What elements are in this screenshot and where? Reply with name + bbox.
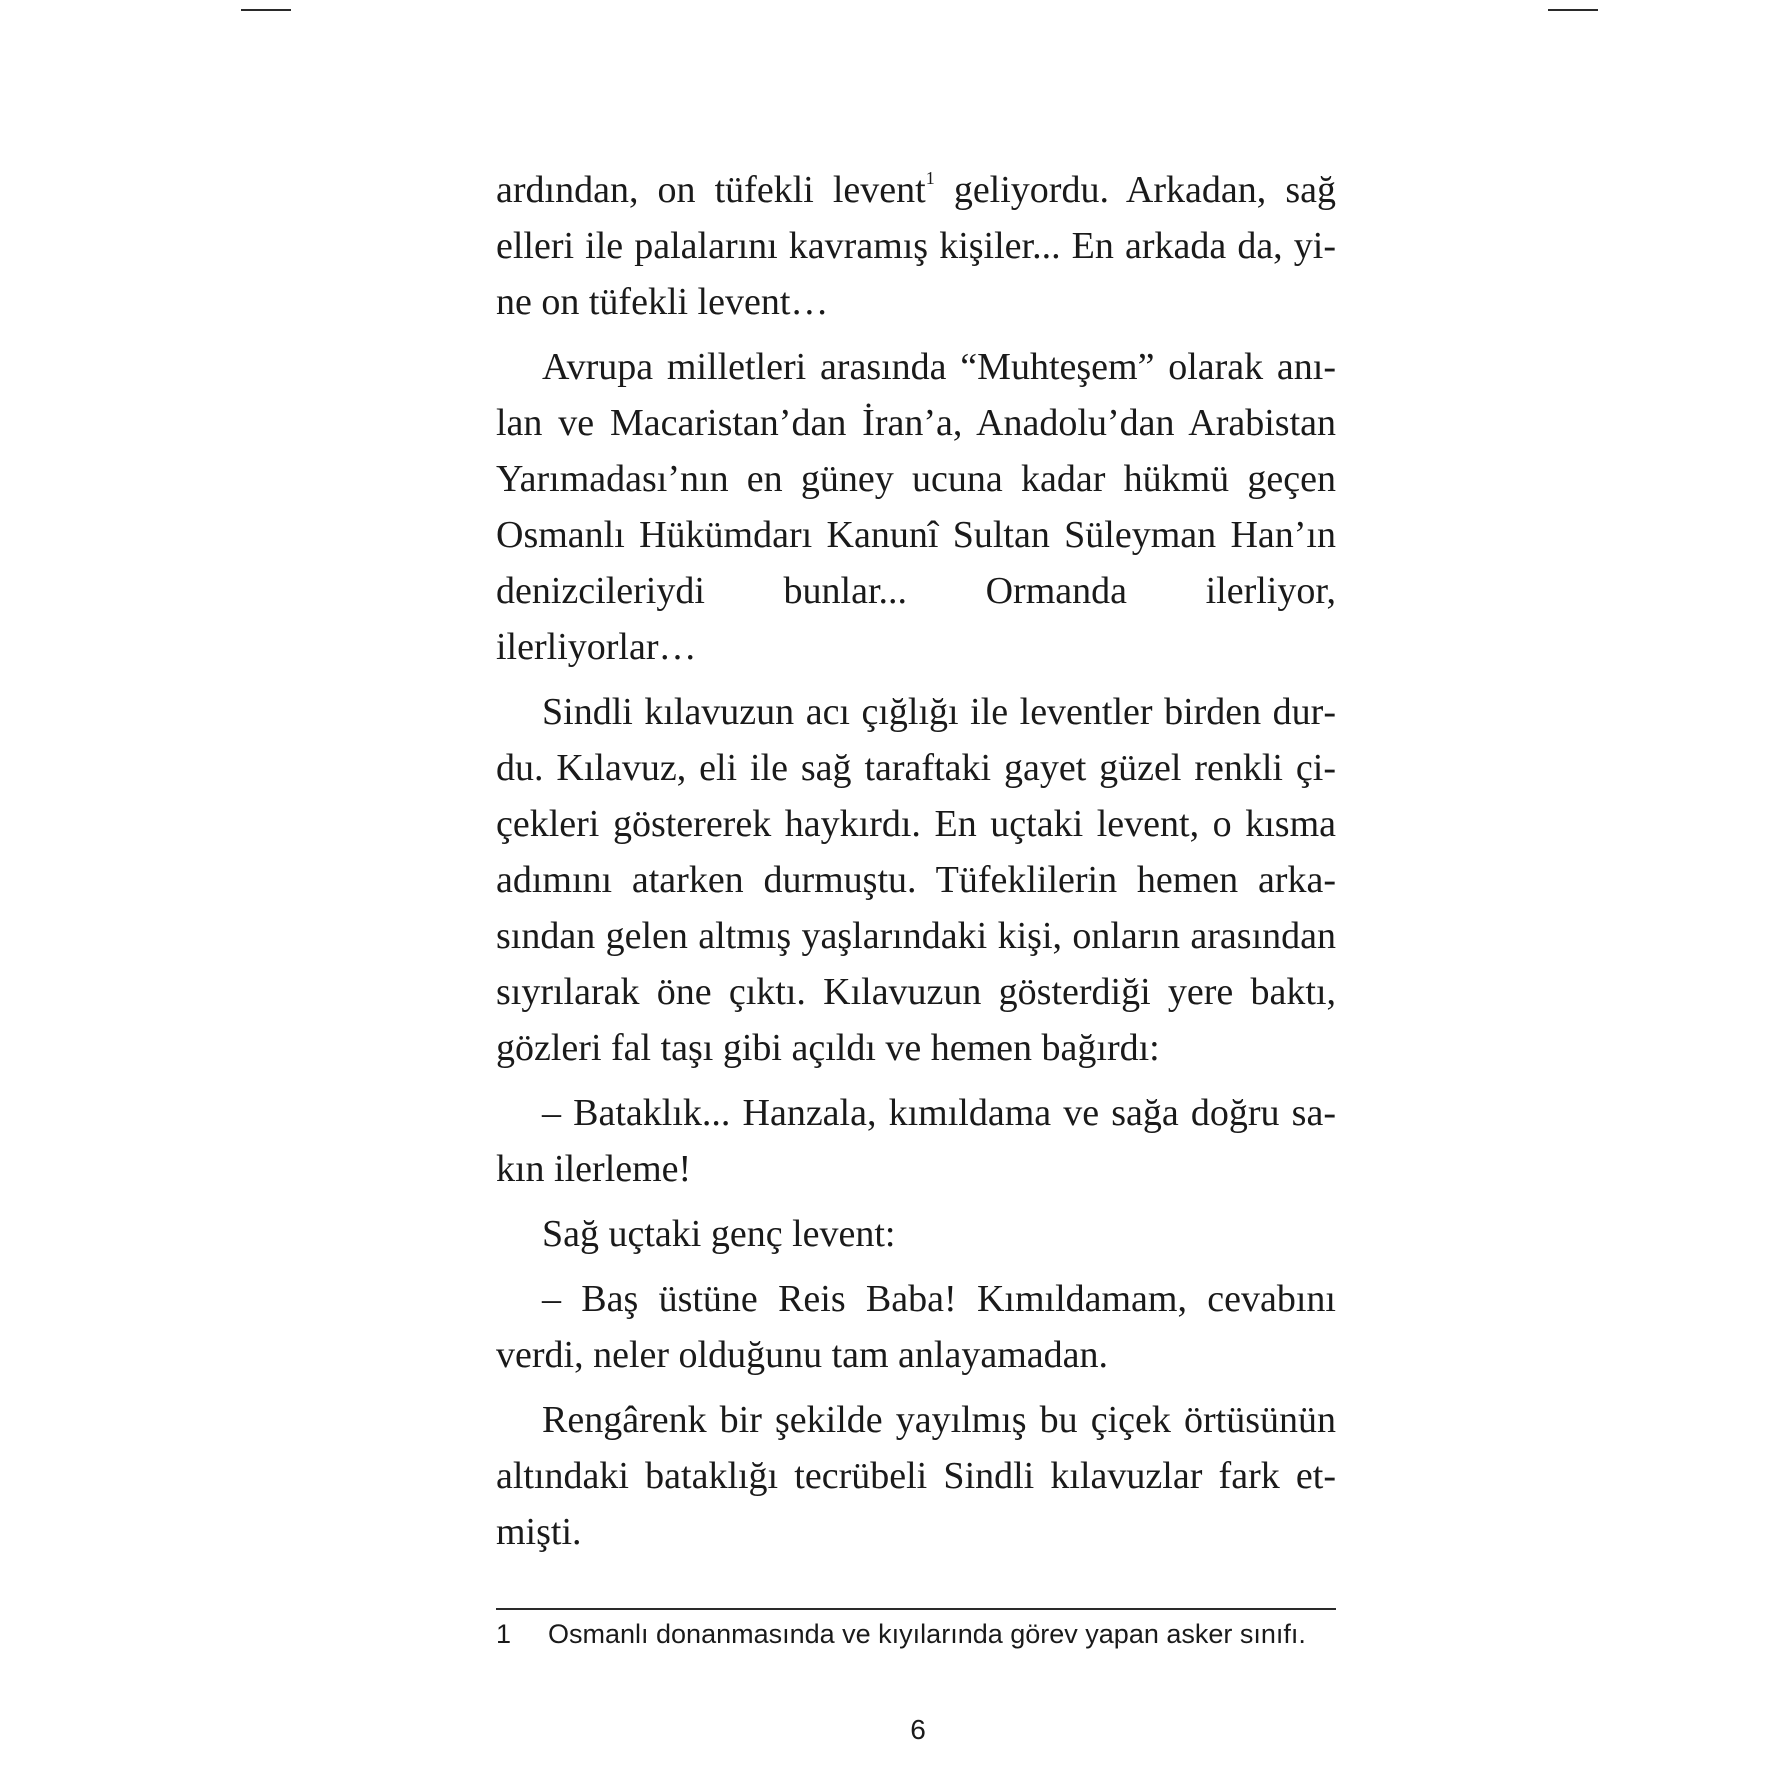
crop-mark-right [1548,9,1598,11]
paragraph-3: Sindli kılavuzun acı çığlığı ile leventler birden durdu. Kılavuz, eli ile sağ taraftaki gayet güzel renkli çiçekleri göstererek haykırdı. En uçtaki levent, o kısma adımını atarken durmuştu. Tüfeklilerin hemen arkasından gelen altmış yaşlarındaki kişi, onların arasından sıyrılarak öne çıktı. Kılavuzun gösterdiği yere baktı, gözleri fal taşı gibi açıldı ve hemen bağırdı: [496,691,1336,1069]
paragraph-6-dialogue: – Baş üstüne Reis Baba! Kımıldamam, cevabını verdi, neler olduğunu tam anlayamadan. [496,1278,1336,1376]
paragraph-4-dialogue: – Bataklık... Hanzala, kımıldama ve sağa doğru sakın ilerleme! [496,1092,1336,1190]
page-number: 6 [910,1714,926,1745]
paragraph-1-rest: geliyordu. Arkadan, sağ elleri ile palalarını kavramış kişiler... En arkada da, yine on tüfekli levent… [496,169,1336,323]
footnote-text: Osmanlı donanmasında ve kıyılarında görev yapan asker sınıfı. [548,1619,1306,1649]
footnote-reference: 1 [925,168,935,188]
paragraph-2: Avrupa milletleri arasında “Muhteşem” olarak anılan ve Macaristan’dan İran’a, Anadolu’dan Arabistan Yarımadası’nın en güney ucuna kadar hükmü geçen Osmanlı Hükümdarı Kanunî Sultan Süleyman Han’ın denizcileriydi bunlar... Ormanda ilerliyor, ilerliyorlar… [496,346,1336,668]
paragraph-1-start: ardından, on tüfekli levent [496,169,926,211]
paragraph-1 [496,162,1336,330]
footnote-number: 1 [496,1619,512,1649]
paragraph-5: Sağ uçtaki genç levent: [542,1213,896,1255]
body-text [496,162,1336,1569]
footnote-divider [496,1608,1336,1610]
paragraph-7: Rengârenk bir şekilde yayılmış bu çiçek örtüsünün altındaki bataklığı tecrübeli Sindli kılavuzlar fark etmişti. [496,1399,1336,1553]
footnote [496,1614,1336,1654]
crop-mark-left [241,9,291,11]
